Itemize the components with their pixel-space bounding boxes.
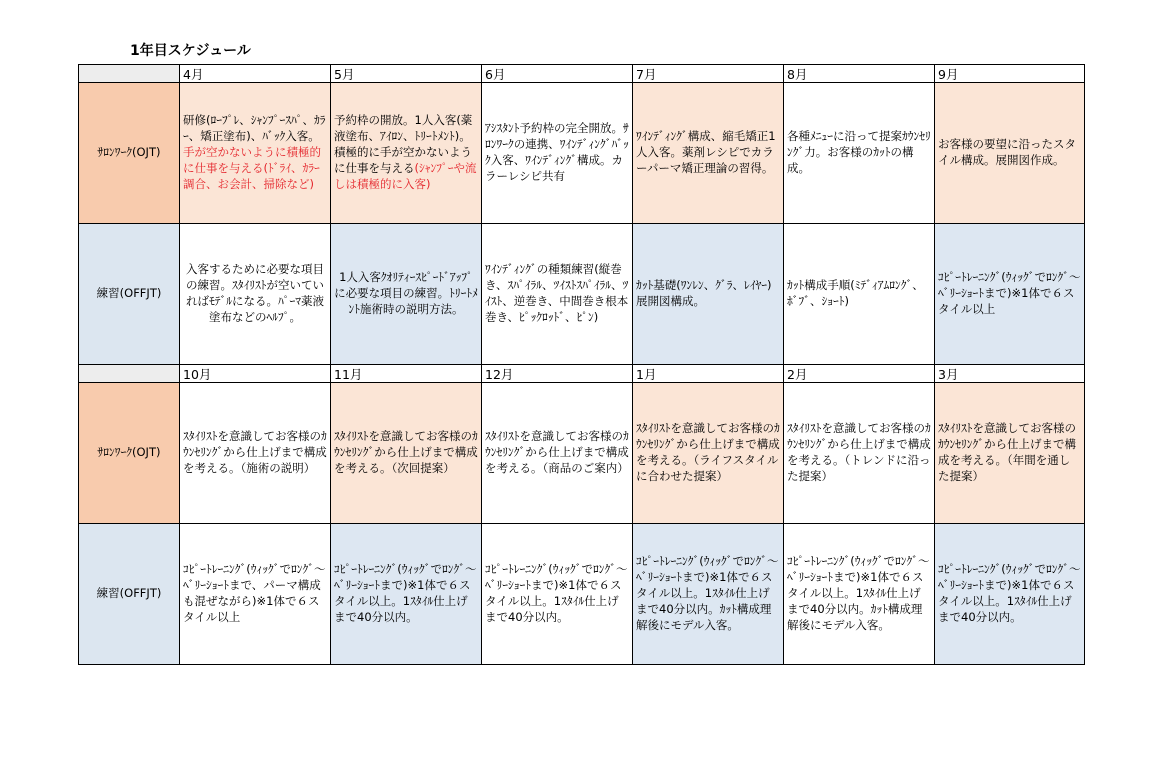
cell-text: ｱｼｽﾀﾝﾄ予約枠の完全開放。ｻﾛﾝﾜｰｸの連携、ﾜｲﾝﾃﾞｨﾝｸﾞﾊﾞｯｸ入客、ﾜｲﾝﾃﾞｨﾝｸﾞ構成。カラーレシピ共有: [485, 121, 629, 183]
salon-work-row-1: [79, 83, 1085, 224]
salon-cell-sep: [935, 83, 1085, 224]
salon-cell-nov: ｽﾀｲﾘｽﾄを意識してお客様のｶｳﾝｾﾘﾝｸﾞから仕上げまで構成を考える。（次回提案）: [331, 383, 482, 524]
cell-text: お客様の要望に沿ったスタイル構成。展開図作成。: [938, 137, 1076, 167]
salon-cell-jun: [482, 83, 633, 224]
practice-row-1: [79, 224, 1085, 365]
schedule-title: 1年目スケジュール: [130, 43, 251, 59]
month-header-row-2: [79, 365, 1085, 383]
month-header: 10月: [180, 365, 331, 383]
salon-work-row-2: [79, 383, 1085, 524]
practice-cell-aug: ｶｯﾄ構成手順(ﾐﾃﾞｨｱﾑﾛﾝｸﾞ、ﾎﾞﾌﾞ、ｼｮｰﾄ): [784, 224, 935, 365]
row-label-salon: ｻﾛﾝﾜｰｸ(OJT): [79, 383, 180, 524]
row-label-practice: 練習(OFFJT): [79, 224, 180, 365]
month-header: 12月: [482, 365, 633, 383]
month-header: 3月: [935, 365, 1085, 383]
practice-cell-dec: ｺﾋﾟｰﾄﾚｰﾆﾝｸﾞ(ｳｨｯｸﾞでﾛﾝｸﾞ～ﾍﾞﾘｰｼｮｰﾄまで)※1体で６スタイル以上。1ｽﾀｲﾙ仕上げまで40分以内。: [482, 524, 633, 665]
salon-cell-dec: ｽﾀｲﾘｽﾄを意識してお客様のｶｳﾝｾﾘﾝｸﾞから仕上げまで構成を考える。（商品のご案内）: [482, 383, 633, 524]
salon-cell-may: [331, 83, 482, 224]
header-blank-cell: [79, 65, 180, 83]
cell-text: 研修(ﾛｰﾌﾟﾚ、ｼｬﾝﾌﾟｰｽﾊﾟ、ｶﾗｰ、矯正塗布)、ﾊﾞｯｸ入客。: [183, 113, 326, 144]
practice-cell-mar: ｺﾋﾟｰﾄﾚｰﾆﾝｸﾞ(ｳｨｯｸﾞでﾛﾝｸﾞ～ﾍﾞﾘｰｼｮｰﾄまで)※1体で６スタイル以上。1ｽﾀｲﾙ仕上げまで40分以内。: [935, 524, 1085, 665]
month-header: 1月: [633, 365, 784, 383]
practice-cell-jan: ｺﾋﾟｰﾄﾚｰﾆﾝｸﾞ(ｳｨｯｸﾞでﾛﾝｸﾞ～ﾍﾞﾘｰｼｮｰﾄまで)※1体で６スタイル以上。1ｽﾀｲﾙ仕上げまで40分以内。ｶｯﾄ構成理解後にモデル入客。: [633, 524, 784, 665]
practice-cell-oct: ｺﾋﾟｰﾄﾚｰﾆﾝｸﾞ(ｳｨｯｸﾞでﾛﾝｸﾞ～ﾍﾞﾘｰｼｮｰﾄまで、パーマ構成も混ぜながら)※1体で６スタイル以上: [180, 524, 331, 665]
practice-cell-apr: 入客するために必要な項目の練習。ｽﾀｲﾘｽﾄが空いていればﾓﾃﾞﾙになる。ﾊﾟｰﾏ薬液塗布などのﾍﾙﾌﾟ。: [180, 224, 331, 365]
practice-cell-sep: ｺﾋﾟｰﾄﾚｰﾆﾝｸﾞ(ｳｨｯｸﾞでﾛﾝｸﾞ～ﾍﾞﾘｰｼｮｰﾄまで)※1体で６スタイル以上: [935, 224, 1085, 365]
month-header: 2月: [784, 365, 935, 383]
salon-cell-apr: [180, 83, 331, 224]
cell-text: 予約枠の開放。1人入客(薬液塗布、ｱｲﾛﾝ、ﾄﾘｰﾄﾒﾝﾄ)。積極的に手が空かないように仕事を与える: [334, 113, 473, 175]
month-header: 8月: [784, 65, 935, 83]
header-blank-cell: [79, 365, 180, 383]
month-header: 5月: [331, 65, 482, 83]
salon-cell-aug: [784, 83, 935, 224]
row-label-salon: ｻﾛﾝﾜｰｸ(OJT): [79, 83, 180, 224]
row-label-practice: 練習(OFFJT): [79, 524, 180, 665]
cell-text: ﾜｲﾝﾃﾞｨﾝｸﾞ構成、縮毛矯正1人入客。薬剤レシピでカラーパーマ矯正理論の習得。: [636, 129, 776, 175]
month-header: 6月: [482, 65, 633, 83]
schedule-table: [78, 64, 1085, 665]
month-header: 7月: [633, 65, 784, 83]
salon-cell-jan: ｽﾀｲﾘｽﾄを意識してお客様のｶｳﾝｾﾘﾝｸﾞから仕上げまで構成を考える。（ライフスタイルに合わせた提案）: [633, 383, 784, 524]
practice-cell-feb: ｺﾋﾟｰﾄﾚｰﾆﾝｸﾞ(ｳｨｯｸﾞでﾛﾝｸﾞ～ﾍﾞﾘｰｼｮｰﾄまで)※1体で６スタイル以上。1ｽﾀｲﾙ仕上げまで40分以内。ｶｯﾄ構成理解後にモデル入客。: [784, 524, 935, 665]
month-header-row-1: [79, 65, 1085, 83]
practice-row-2: [79, 524, 1085, 665]
salon-cell-mar: ｽﾀｲﾘｽﾄを意識してお客様のｶｳﾝｾﾘﾝｸﾞから仕上げまで構成を考える。（年間を通した提案）: [935, 383, 1085, 524]
highlight-text: 手が空かないように積極的に仕事を与える(ﾄﾞﾗｲ、ｶﾗｰ調合、お会計、掃除など): [183, 145, 321, 191]
practice-cell-jun: ﾜｲﾝﾃﾞｨﾝｸﾞの種類練習(縦巻き、ｽﾊﾟｲﾗﾙ、ﾂｲｽﾄｽﾊﾟｲﾗﾙ、ﾂｲｽﾄ、逆巻き、中間巻き根本巻き、ﾋﾟｯｸﾛｯﾄﾞ、ﾋﾟﾝ): [482, 224, 633, 365]
salon-cell-jul: [633, 83, 784, 224]
salon-cell-oct: ｽﾀｲﾘｽﾄを意識してお客様のｶｳﾝｾﾘﾝｸﾞから仕上げまで構成を考える。（施術の説明）: [180, 383, 331, 524]
month-header: 9月: [935, 65, 1085, 83]
practice-cell-jul: ｶｯﾄ基礎(ﾜﾝﾚﾝ、ｸﾞﾗ、ﾚｲﾔｰ)展開図構成。: [633, 224, 784, 365]
highlight-text: (ｼｬﾝﾌﾟｰや流しは積極的に入客): [334, 160, 477, 191]
practice-cell-nov: ｺﾋﾟｰﾄﾚｰﾆﾝｸﾞ(ｳｨｯｸﾞでﾛﾝｸﾞ～ﾍﾞﾘｰｼｮｰﾄまで)※1体で６スタイル以上。1ｽﾀｲﾙ仕上げまで40分以内。: [331, 524, 482, 665]
salon-cell-feb: ｽﾀｲﾘｽﾄを意識してお客様のｶｳﾝｾﾘﾝｸﾞから仕上げまで構成を考える。（トレンドに沿った提案）: [784, 383, 935, 524]
month-header: 11月: [331, 365, 482, 383]
cell-text: 各種ﾒﾆｭｰに沿って提案ｶｳﾝｾﾘﾝｸﾞ力。お客様のｶｯﾄの構成。: [787, 129, 931, 175]
practice-cell-may: 1人入客ｸｵﾘﾃｨｰｽﾋﾟｰﾄﾞｱｯﾌﾟに必要な項目の練習。ﾄﾘｰﾄﾒﾝﾄ施術時の説明方法。: [331, 224, 482, 365]
month-header: 4月: [180, 65, 331, 83]
